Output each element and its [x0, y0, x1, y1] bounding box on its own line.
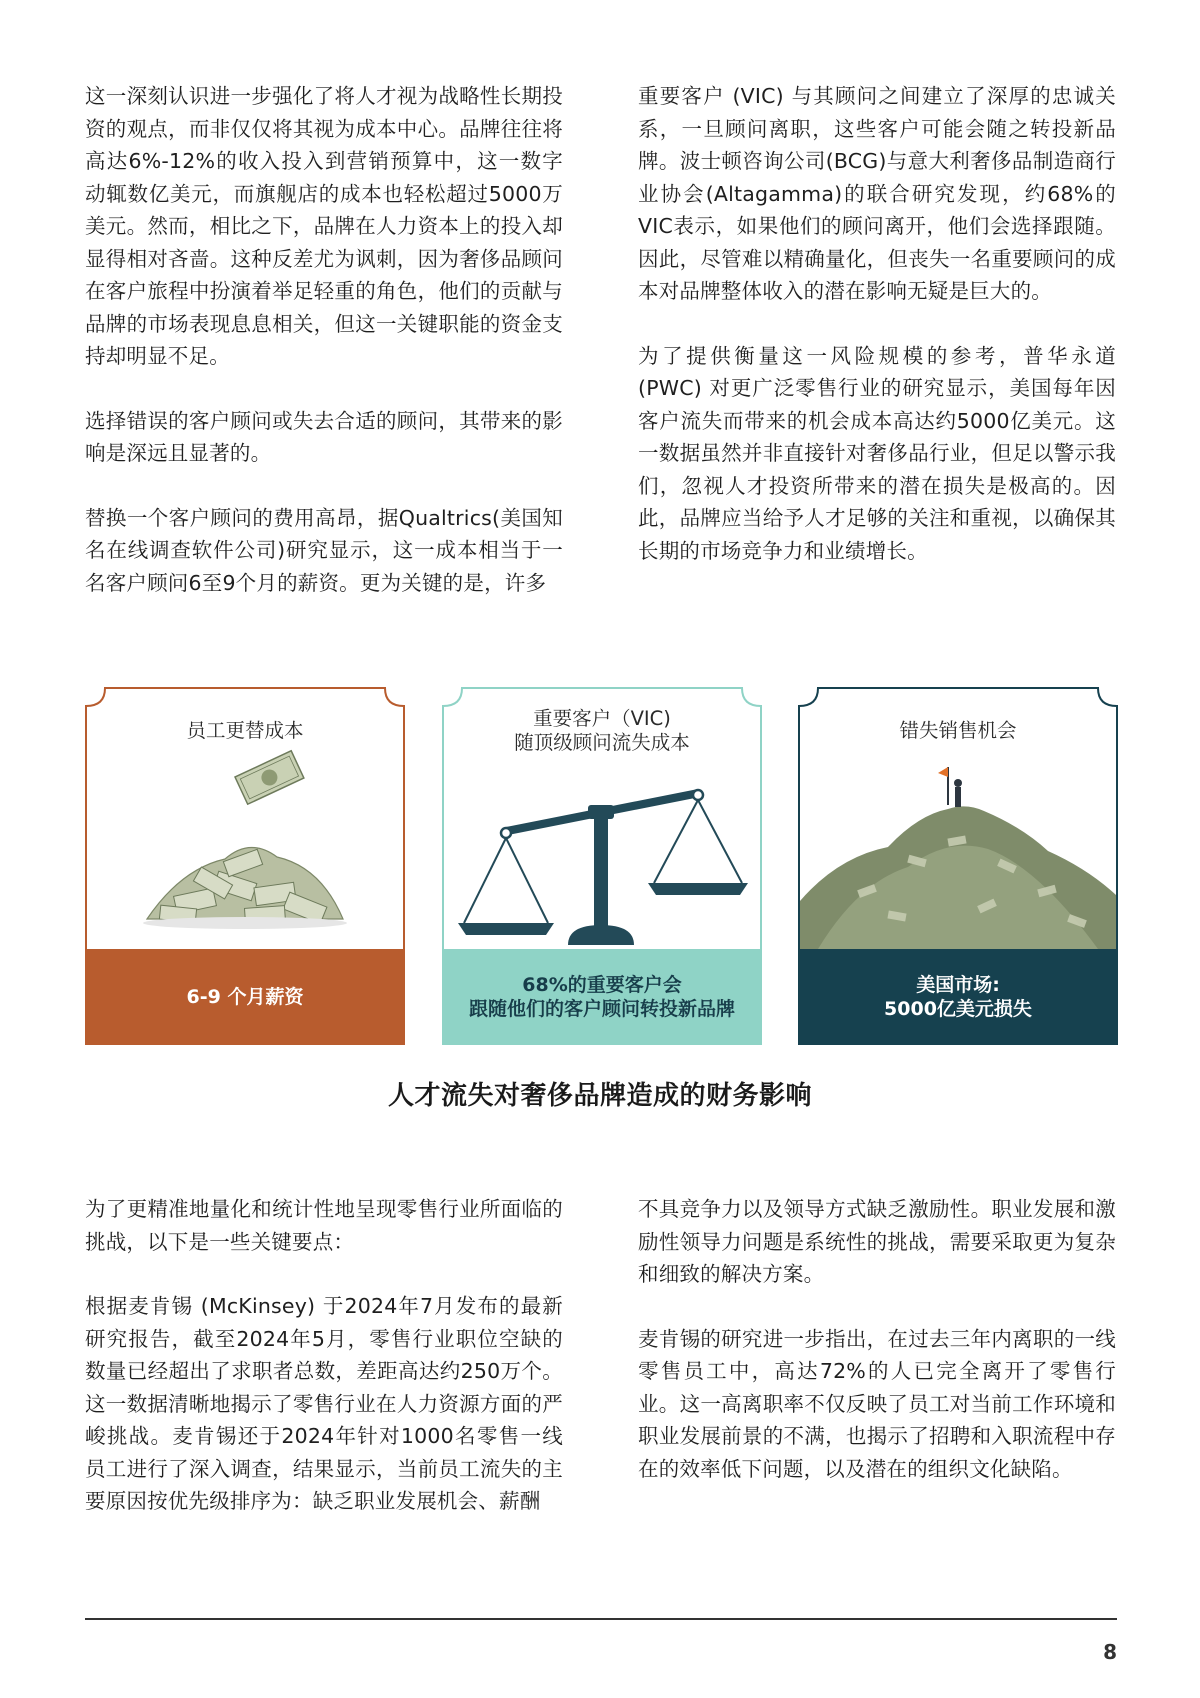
- card-stat-band: 美国市场: 5000亿美元损失: [798, 949, 1118, 1045]
- paragraph: 不具竞争力以及领导方式缺乏激励性。职业发展和激励性领导力问题是系统性的挑战，需要采取更为复杂和细致的解决方案。: [638, 1197, 1116, 1286]
- balance-scale-icon: [442, 687, 762, 949]
- card-missed-sales: [798, 687, 1118, 1045]
- card-stat-band: 68%的重要客户会 跟随他们的客户顾问转投新品牌: [442, 949, 762, 1045]
- card-title: 错失销售机会: [899, 719, 1017, 742]
- footer-divider: [85, 1618, 1117, 1620]
- paragraph: 重要客户 (VIC) 与其顾问之间建立了深厚的忠诚关系，一旦顾问离职，这些客户可能会随之转投新品牌。波士顿咨询公司(BCG)与意大利奢侈品制造商行业协会(Altagamma)的联合研究发现，约68%的VIC表示，如果他们的顾问离开，他们会选择跟随。因此，尽管难以精确量化，但丧失一名重要顾问的成本对品牌整体收入的潜在影响无疑是巨大的。: [638, 84, 1116, 303]
- paragraph: 为了更精准地量化和统计性地呈现零售行业所面临的挑战，以下是一些关键要点：: [85, 1197, 563, 1254]
- paragraph: 麦肯锡的研究进一步指出，在过去三年内离职的一线零售员工中，高达72%的人已完全离开了零售行业。这一高离职率不仅反映了员工对当前工作环境和职业发展前景的不满，也揭示了招聘和入职流程中存在的效率低下问题，以及潜在的组织文化缺陷。: [638, 1326, 1116, 1481]
- column-bottom-left: [85, 1193, 563, 1550]
- column-top-right: [638, 80, 1116, 599]
- page-number: 8: [1103, 1640, 1117, 1664]
- column-top-left: [85, 80, 563, 631]
- paragraph: 替换一个客户顾问的费用高昂，据Qualtrics(美国知名在线调查软件公司)研究显示，这一成本相当于一名客户顾问6至9个月的薪资。更为关键的是，许多: [85, 505, 563, 595]
- column-bottom-right: [638, 1193, 1116, 1517]
- paragraph: 为了提供衡量这一风险规模的参考，普华永道 (PWC) 对更广泛零售行业的研究显示，美国每年因客户流失而带来的机会成本高达约5000亿美元。这一数据虽然并非直接针对奢侈品行业，但足以警示我们，忽视人才投资所带来的潜在损失是极高的。因此，品牌应当给予人才足够的关注和重视，以确保其长期的市场竞争力和业绩增长。: [638, 343, 1116, 563]
- card-stat-band: 6-9 个月薪资: [85, 949, 405, 1045]
- money-pile-icon: [85, 687, 405, 949]
- figure-caption: 人才流失对奢侈品牌造成的财务影响: [387, 1081, 812, 1111]
- card-title: 重要客户（VIC) 随顶级顾问流失成本: [514, 707, 690, 754]
- card-title: 员工更替成本: [186, 719, 304, 742]
- paragraph: 这一深刻认识进一步强化了将人才视为战略性长期投资的观点，而非仅仅将其视为成本中心。品牌往往将高达6%-12%的收入投入到营销预算中，这一数字动辄数亿美元，而旗舰店的成本也轻松超过5000万美元。然而，相比之下，品牌在人力资本上的投入却显得相对吝啬。这种反差尤为讽刺，因为奢侈品顾问在客户旅程中扮演着举足轻重的角色，他们的贡献与品牌的市场表现息息相关，但这一关键职能的资金支持却明显不足。: [85, 84, 563, 368]
- paragraph: 选择错误的客户顾问或失去合适的顾问，其带来的影响是深远且显著的。: [85, 408, 563, 465]
- money-mountain-icon: [798, 687, 1118, 949]
- card-employee-replacement-cost: [85, 687, 405, 1045]
- card-vic-loss-cost: [442, 687, 762, 1045]
- paragraph: 根据麦肯锡 (McKinsey) 于2024年7月发布的最新研究报告，截至2024年5月，零售行业职位空缺的数量已经超出了求职者总数，差距高达约250万个。这一数据清晰地揭示了零售行业在人力资源方面的严峻挑战。麦肯锡还于2024年针对1000名零售一线员工进行了深入调查，结果显示，当前员工流失的主要原因按优先级排序为：缺乏职业发展机会、薪酬: [85, 1294, 563, 1513]
